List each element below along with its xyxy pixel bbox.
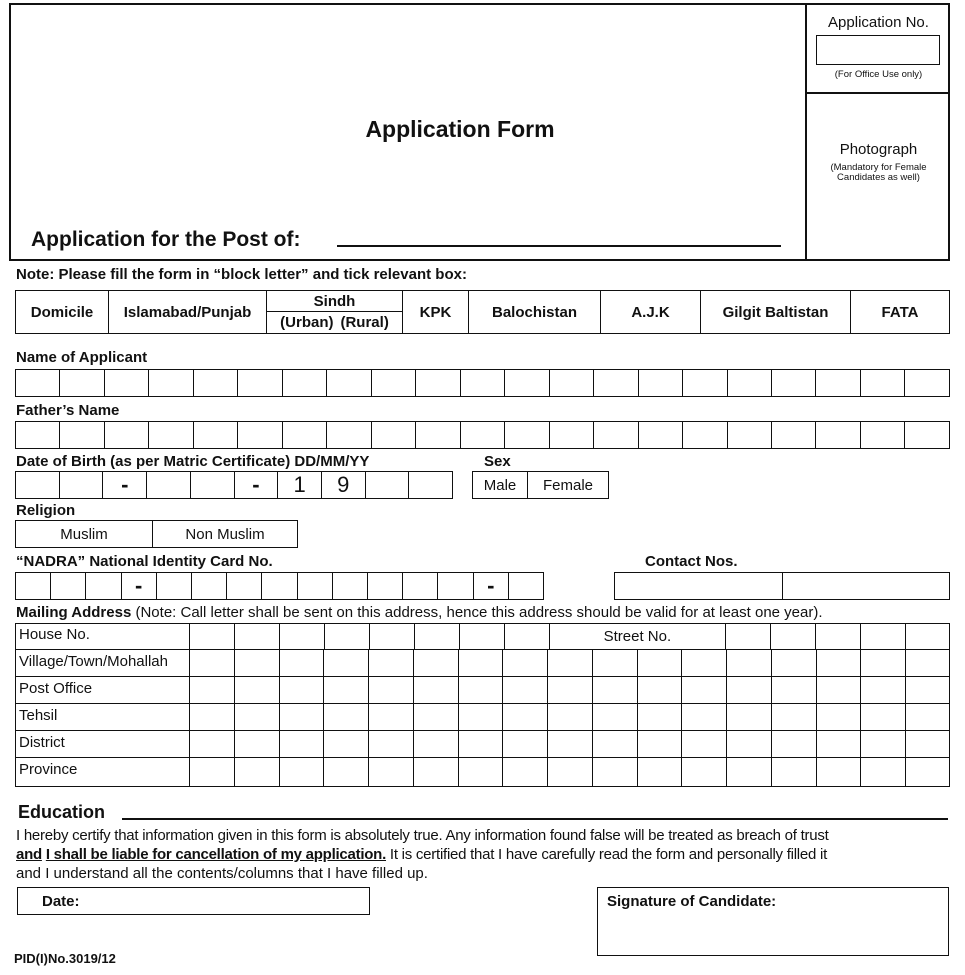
dob-cells[interactable] — [15, 471, 453, 499]
sex-option-female[interactable]: Female — [528, 472, 609, 498]
dob-year-digit: 1 — [278, 472, 322, 498]
post-field-line[interactable] — [337, 245, 781, 247]
domicile-option-balochistan[interactable]: Balochistan — [469, 291, 601, 333]
address-row-post-office[interactable] — [15, 677, 950, 704]
fathers-name-label: Father’s Name — [16, 402, 120, 419]
signature-field[interactable] — [597, 887, 949, 956]
header-divider-right — [807, 92, 950, 94]
address-label-post-office: Post Office — [15, 677, 190, 703]
certification-and: and — [16, 846, 42, 863]
footer-code: PID(I)No.3019/12 — [14, 951, 116, 966]
fathers-name-cells[interactable] — [15, 421, 950, 449]
application-no-field[interactable] — [816, 35, 940, 65]
dob-separator: - — [235, 472, 279, 498]
domicile-option-ajk[interactable]: A.J.K — [601, 291, 701, 333]
mailing-heading — [16, 604, 823, 621]
form-title: Application Form — [365, 116, 555, 142]
religion-option-non-muslim[interactable]: Non Muslim — [153, 521, 298, 547]
address-label-tehsil: Tehsil — [15, 704, 190, 730]
office-use-note: (For Office Use only) — [834, 69, 923, 80]
mailing-label: Mailing Address — [16, 604, 132, 621]
instruction-note: Note: Please fill the form in “block letter” and tick relevant box: — [16, 266, 467, 283]
domicile-option-kpk[interactable]: KPK — [403, 291, 469, 333]
certification-line-1: I hereby certify that information given in this form is absolutely true. Any information found false will be treated as breach of trust — [16, 827, 829, 844]
sindh-label: Sindh — [267, 291, 402, 312]
cnic-label: “NADRA” National Identity Card No. — [16, 553, 273, 570]
sindh-rural-option[interactable]: (Rural) — [340, 314, 389, 331]
certification-line-3: and I understand all the contents/columns that I have filled up. — [16, 865, 428, 882]
address-label-province: Province — [15, 758, 190, 786]
sex-option-male[interactable]: Male — [473, 472, 528, 498]
contact-label: Contact Nos. — [645, 553, 738, 570]
cnic-separator: - — [122, 573, 157, 599]
date-field[interactable] — [17, 887, 370, 915]
mailing-note: (Note: Call letter shall be sent on this address, hence this address should be valid for at least one year). — [135, 604, 823, 621]
cnic-cells[interactable] — [15, 572, 544, 600]
domicile-row — [15, 290, 950, 334]
address-row-tehsil[interactable] — [15, 704, 950, 731]
dob-separator: - — [103, 472, 147, 498]
religion-options — [15, 520, 298, 548]
domicile-option-gilgit-baltistan[interactable]: Gilgit Baltistan — [701, 291, 851, 333]
sex-label: Sex — [484, 453, 511, 470]
address-row-province[interactable] — [15, 758, 950, 787]
address-row-district[interactable] — [15, 731, 950, 758]
name-of-applicant-label: Name of Applicant — [16, 349, 148, 366]
religion-option-muslim[interactable]: Muslim — [16, 521, 153, 547]
sindh-urban-option[interactable]: (Urban) — [280, 314, 334, 331]
address-row-house[interactable] — [15, 623, 950, 650]
domicile-option-fata[interactable]: FATA — [851, 291, 950, 333]
contact-cells[interactable] — [614, 572, 950, 600]
photograph-label: Photograph — [839, 141, 918, 158]
address-label-house: House No. — [15, 623, 190, 649]
dob-year-digit: 9 — [322, 472, 366, 498]
signature-label: Signature of Candidate: — [607, 893, 777, 910]
certification-line-2-suffix: It is certified that I have carefully read the form and personally filled it — [386, 846, 827, 863]
address-label-district: District — [15, 731, 190, 757]
street-no-label: Street No. — [550, 623, 727, 649]
name-of-applicant-cells[interactable] — [15, 369, 950, 397]
education-label: Education — [18, 802, 106, 822]
certification-text — [16, 826, 952, 883]
date-label: Date: — [42, 893, 80, 910]
cnic-separator: - — [474, 573, 509, 599]
sex-options — [472, 471, 609, 499]
sindh-sub-options — [267, 312, 402, 333]
application-no-label: Application No. — [828, 14, 929, 31]
education-field-line[interactable] — [122, 818, 948, 820]
photograph-note: (Mandatory for Female Candidates as well) — [830, 162, 927, 183]
address-label-village: Village/Town/Mohallah — [15, 650, 190, 676]
domicile-option-sindh — [267, 291, 403, 333]
address-row-village[interactable] — [15, 650, 950, 677]
dob-label: Date of Birth (as per Matric Certificate) DD/MM/YY — [16, 453, 370, 470]
post-label: Application for the Post of: — [31, 228, 301, 251]
domicile-option-islamabad-punjab[interactable]: Islamabad/Punjab — [109, 291, 267, 333]
religion-label: Religion — [16, 502, 76, 519]
certification-emphasis: I shall be liable for cancellation of my application. — [45, 846, 387, 863]
certification-line-2 — [16, 845, 952, 864]
domicile-label: Domicile — [16, 291, 109, 333]
